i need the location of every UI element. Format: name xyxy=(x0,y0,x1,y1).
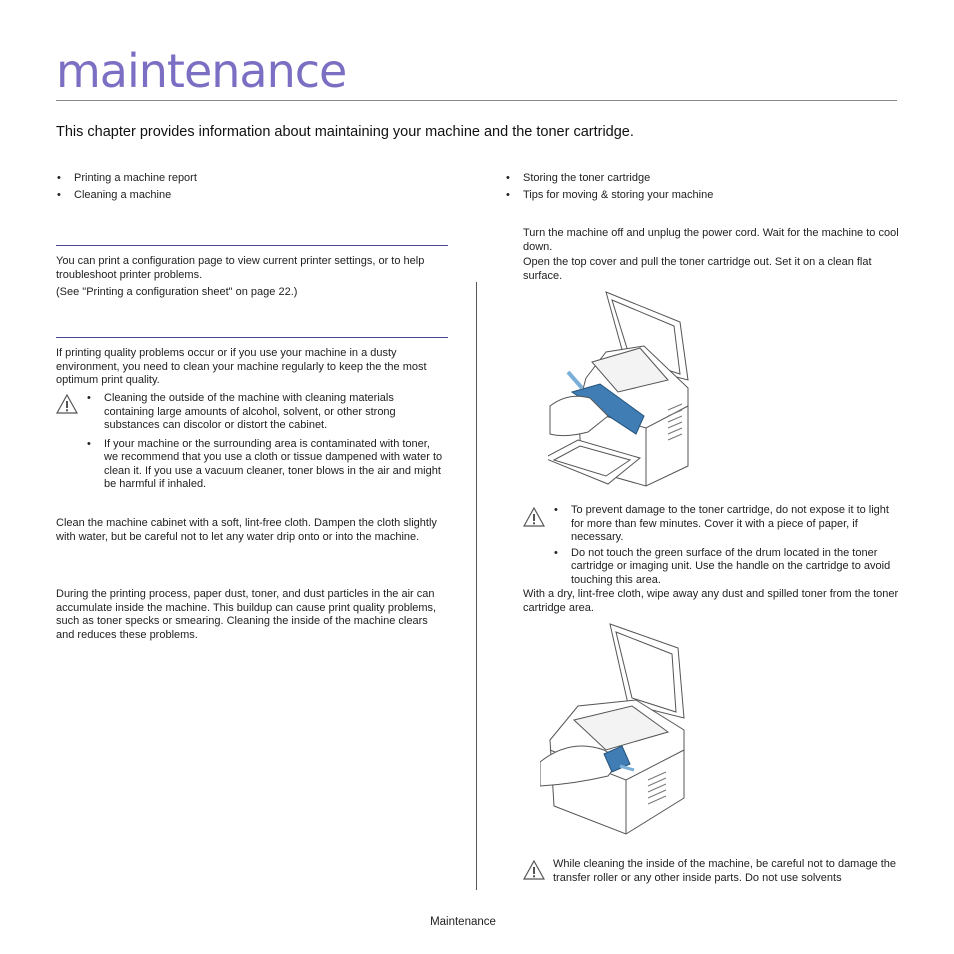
warning-icon xyxy=(523,860,545,880)
page-footer xyxy=(0,916,954,928)
toc-right xyxy=(505,172,885,205)
inside-cleaning-warning: While cleaning the inside of the machine, be careful not to damage the transfer roller or any other inside parts. Do not use solvents xyxy=(553,858,897,884)
page-title: maintenance xyxy=(56,44,347,98)
warning-icon xyxy=(56,394,78,414)
toc-link-printing-report[interactable]: • Printing a machine report xyxy=(56,172,356,186)
cleaning-outside-text: Clean the machine cabinet with a soft, lint-free cloth. Dampen the cloth slightly with water, but be careful not to let any water drip onto or into the machine. xyxy=(56,517,437,543)
report-page-reference[interactable]: (See "Printing a configuration sheet" on page 22.) xyxy=(56,286,298,298)
cartridge-warnings xyxy=(553,504,897,590)
step-wipe-dust: With a dry, lint-free cloth, wipe away any dust and spilled toner from the toner cartridge area. xyxy=(523,588,899,614)
chapter-intro: This chapter provides information about maintaining your machine and the toner cartridge. xyxy=(56,124,634,140)
toc-link-storing-toner[interactable]: • Storing the toner cartridge xyxy=(505,172,885,186)
cartridge-warning-item: • To prevent damage to the toner cartridge, do not expose it to light for more than few minutes. Cover it with a piece of paper, if necessary. xyxy=(553,504,897,545)
cartridge-warning-item: • Do not touch the green surface of the drum located in the toner cartridge or imaging unit. Use the handle on the cartridge to avoid touching this area. xyxy=(553,547,897,588)
report-description: You can print a configuration page to view current printer settings, or to help troubleshoot printer problems. xyxy=(56,255,425,281)
cleaning-intro: If printing quality problems occur or if you use your machine in a dusty environment, you need to clean your machine regularly to keep the the most optimum print quality. xyxy=(56,347,427,386)
cleaning-warning-item: • If your machine or the surrounding area is contaminated with toner, we recommend that you use a cloth or tissue dampened with water to clean it. If you use a vacuum cleaner, toner blows in the air and might be harmful if inhaled. xyxy=(86,438,446,492)
warning-icon xyxy=(523,507,545,527)
printer-remove-cartridge-illustration xyxy=(548,288,698,500)
section-divider-cleaning xyxy=(56,337,448,338)
report-section xyxy=(56,255,450,300)
toc-link-cleaning[interactable]: • Cleaning a machine xyxy=(56,189,356,203)
step-turn-off: Turn the machine off and unplug the power cord. Wait for the machine to cool down. xyxy=(523,227,899,253)
cleaning-inside-text: During the printing process, paper dust, toner, and dust particles in the air can accumulate inside the machine. This buildup can cause print quality problems, such as toner specks or smearing. Cleaning the inside of the machine clears and reduces these problems. xyxy=(56,588,437,641)
toc-link-moving-storing[interactable]: • Tips for moving & storing your machine xyxy=(505,189,885,203)
cleaning-warning-item: • Cleaning the outside of the machine with cleaning materials containing large amounts of alcohol, solvent, or other strong substances can discolor or distort the cabinet. xyxy=(86,392,446,433)
cleaning-warnings xyxy=(86,392,446,495)
toc-left xyxy=(56,172,356,205)
footer-label: Maintenance xyxy=(430,916,496,928)
section-divider-report xyxy=(56,245,448,246)
title-divider xyxy=(56,100,897,101)
step-open-cover: Open the top cover and pull the toner cartridge out. Set it on a clean flat surface. xyxy=(523,256,872,282)
column-divider xyxy=(476,282,477,890)
printer-cleaning-inside-illustration xyxy=(540,620,692,840)
